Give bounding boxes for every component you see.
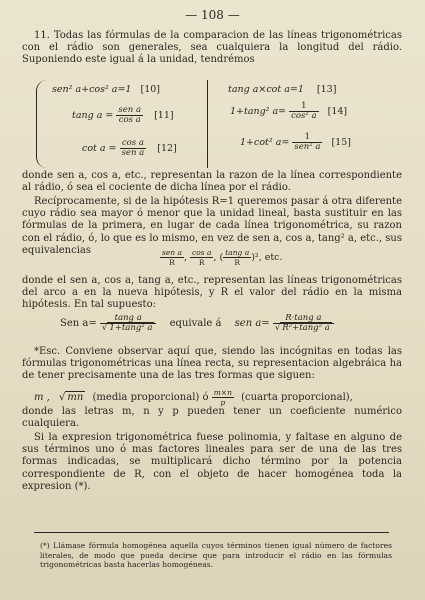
formula-11: tang a = $\frac{\text{sen a}}{\text{cos a}}$ [11]: [72, 105, 174, 125]
paragraph-letras: donde las letras m, n y p pueden tener un coeficiente numérico cualquiera.: [22, 406, 402, 430]
paragraph-donde-2: donde el sen a, cos a, tang a, etc., representan las líneas trigonométricas del arco a en la nueva hipótesis, y R el valor del rádio en la misma hipótesis. En tal supuesto:: [22, 275, 402, 311]
three-forms: m , √ mn (media proporcional) ó $\frac{m\times n}{p}$ (cuarta proporcional),: [34, 388, 353, 407]
sen-equation: Sen a= $\frac{\text{tang a}}{\text{√ 1+tang² a}}$ equivale á sen a= $\frac{\text{R·tang a}}{\text{√ R²+tang² a}}$: [60, 314, 334, 333]
footnote: (*) Llámase fórmula homogénea aquella cuyos términos tienen igual número de factores literales, de modo que pueda decirse que para introducir el rádio en las fórmulas trigonométricas basta hacerlas homogéneas.: [40, 541, 392, 569]
paragraph-donde-1: donde sen a, cos a, etc., representan la razon de la línea correspondiente al rádio, ó sea el cociente de dicha línea por el rádio.: [22, 170, 402, 194]
formula-bracket: [36, 80, 47, 168]
formula-14: 1+tang² a= $\frac{1}{\text{cos² a}}$ [14]: [230, 101, 348, 121]
paragraph-polinomia: Si la expresion trigonométrica fuese polinomia, y faltase en alguno de sus términos uno ó mas factores lineales para ser de una de las tres formas indicadas, se multiplicará dicho término por la potencia correspondiente de R, con el objeto de hacer homogénea toda la expresion (*).: [22, 432, 402, 492]
formula-15: 1+cot² a= $\frac{1}{\text{sen² a}}$ [15]: [240, 132, 351, 152]
equivalencias: $\frac{\text{sen a}}{R}$ , $\frac{\text{cos a}}{R}$ , ( $\frac{\text{tang a}}{R}$ )², etc.: [162, 248, 283, 267]
page-number: — 108 —: [185, 8, 240, 22]
formula-divider: [207, 80, 208, 168]
paragraph-escolio: *Esc. Conviene observar aquí que, siendo las incógnitas en todas las fórmulas trigonométricas una línea recta, su representacion algebráica ha de tener precisamente una de las tres formas que siguen:: [22, 346, 402, 382]
footnote-rule: [34, 532, 389, 533]
formula-13: tang a×cot a=1 [13]: [228, 84, 337, 95]
formula-12: cot a = $\frac{\text{cos a}}{\text{sen a}}$ [12]: [82, 138, 177, 158]
formula-10: sen² a+cos² a=1 [10]: [52, 84, 161, 95]
paragraph-intro: 11. Todas las fórmulas de la comparacion de las líneas trigonométricas con el rádio son generales, sea cualquiera la longitud del rádio. Suponiendo este igual á la unidad, tendrémos: [22, 30, 402, 66]
paragraph-reciprocamente: Recíprocamente, si de la hipótesis R=1 queremos pasar á otra diferente cuyo rádio sea mayor ó menor que la unidad lineal, basta sustituir en las fórmulas de la primera, en lugar de cada línea trigonométrica, su razon con el rádio, ó, lo que es lo mismo, en vez de sen a, cos a, tang² a, etc., sus equivalencias: [22, 196, 402, 256]
